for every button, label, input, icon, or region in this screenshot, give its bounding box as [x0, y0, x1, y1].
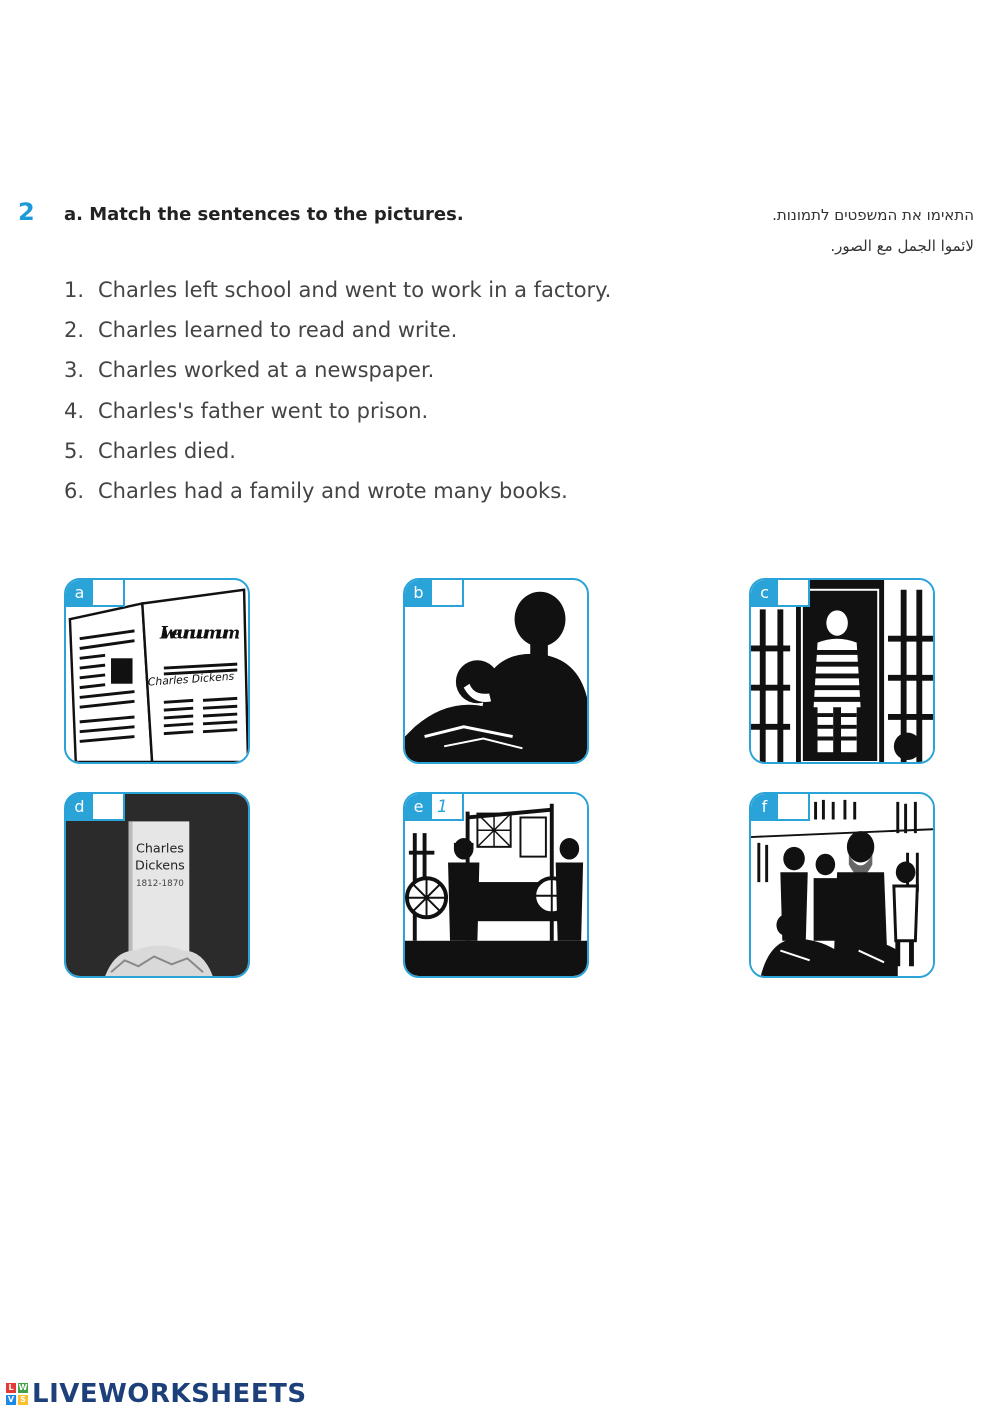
sentence-number: 4. — [64, 398, 85, 423]
picture-letter: d — [66, 794, 93, 821]
logo-tile: V — [7, 1395, 15, 1404]
picture-letter: f — [751, 794, 778, 821]
sentence-text: Charles had a family and wrote many books. — [98, 478, 568, 503]
picture-card-d — [64, 792, 250, 978]
sentence-item — [64, 397, 611, 437]
sentence-text: Charles worked at a newspaper. — [98, 358, 435, 383]
sentence-number: 1. — [64, 278, 85, 302]
sentence-text: Charles left school and went to work in a factory. — [98, 278, 612, 302]
picture-letter: e — [405, 794, 432, 821]
sentence-item — [64, 477, 611, 517]
prison-illustration — [751, 580, 933, 762]
sentence-text: Charles's father went to prison. — [98, 398, 429, 423]
liveworksheets-logo-icon — [6, 1383, 28, 1405]
sentence-text: Charles learned to read and write. — [98, 318, 458, 343]
picture-letter: b — [405, 580, 432, 607]
sentence-number: 6. — [64, 478, 85, 503]
sentence-number: 2. — [64, 318, 85, 343]
gravestone-name-first: Charles — [135, 840, 184, 856]
reading-illustration — [405, 580, 587, 762]
gravestone-illustration — [66, 794, 248, 976]
instruction-hebrew: התאימו את המשפטים לתמונות. — [772, 206, 974, 224]
sentence-text: Charles died. — [98, 438, 236, 463]
gravestone-dates: 1812-1870 — [135, 878, 184, 889]
answer-input-d[interactable] — [93, 794, 125, 821]
exercise-number: 2 — [18, 198, 35, 226]
family-illustration — [751, 794, 933, 976]
picture-card-e — [403, 792, 589, 978]
sentence-item — [64, 316, 611, 356]
newspaper-headline: Iwe unu um um — [159, 622, 241, 643]
picture-card-a — [64, 578, 250, 764]
picture-card-c — [749, 578, 935, 764]
sentence-list — [64, 276, 611, 517]
footer-brand — [6, 1379, 307, 1409]
answer-input-e[interactable]: 1 — [432, 794, 464, 821]
gravestone-name-last: Dickens — [135, 857, 185, 873]
newspaper-illustration — [66, 580, 248, 762]
picture-letter: c — [751, 580, 778, 607]
sentence-item — [64, 437, 611, 477]
picture-card-f — [749, 792, 935, 978]
picture-card-b — [403, 578, 589, 764]
sentence-number: 3. — [64, 358, 85, 383]
answer-input-f[interactable] — [778, 794, 810, 821]
newspaper-caption: Charles Dickens — [147, 669, 235, 689]
answer-input-c[interactable] — [778, 580, 810, 607]
logo-tile: W — [18, 1383, 28, 1392]
instruction-arabic: لائموا الجمل مع الصور. — [830, 237, 974, 255]
brand-name: LIVEWORKSHEETS — [32, 1379, 307, 1409]
logo-tile: S — [18, 1395, 28, 1405]
sentence-item — [64, 276, 611, 316]
logo-tile: L — [6, 1383, 16, 1393]
answer-input-a[interactable] — [93, 580, 125, 607]
exercise-title: a. Match the sentences to the pictures. — [64, 204, 464, 225]
factory-illustration — [405, 794, 587, 976]
answer-input-b[interactable] — [432, 580, 464, 607]
picture-letter: a — [66, 580, 93, 607]
sentence-number: 5. — [64, 438, 85, 463]
sentence-item — [64, 356, 611, 396]
